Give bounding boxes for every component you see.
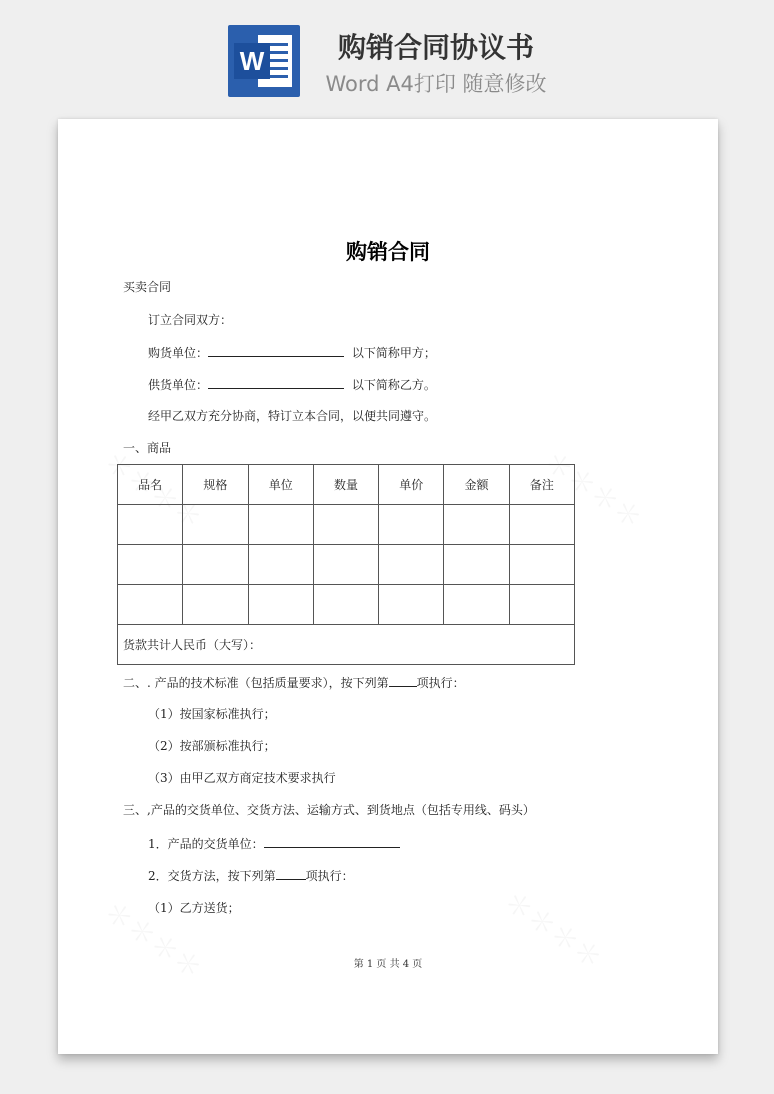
table-cell[interactable] bbox=[509, 585, 574, 625]
table-header-cell: 备注 bbox=[509, 465, 574, 505]
section3-item1 bbox=[148, 834, 400, 853]
buyer-suffix: 以下简称甲方； bbox=[351, 346, 436, 360]
table-cell[interactable] bbox=[509, 505, 574, 545]
table-total-row bbox=[118, 625, 575, 665]
buyer-name-field[interactable] bbox=[208, 343, 344, 357]
section2-item: （3）由甲乙双方商定技术要求执行 bbox=[148, 771, 336, 785]
section3-item1-label: 1．产品的交货单位： bbox=[148, 837, 264, 851]
document-page bbox=[58, 119, 718, 1054]
buyer-label: 购货单位： bbox=[148, 346, 209, 360]
word-letter-icon: W bbox=[234, 43, 270, 79]
goods-table bbox=[117, 464, 575, 665]
parties-intro: 订立合同双方： bbox=[148, 313, 233, 327]
seller-row bbox=[148, 375, 436, 394]
table-cell[interactable] bbox=[379, 505, 444, 545]
page-number: 第 1 页 共 4 页 bbox=[353, 959, 423, 970]
header-banner bbox=[0, 0, 774, 110]
banner-title: 购销合同协议书 bbox=[337, 31, 534, 64]
section2-item: （1）按国家标准执行； bbox=[148, 707, 276, 721]
table-cell[interactable] bbox=[313, 585, 378, 625]
delivery-option-field[interactable] bbox=[276, 866, 306, 880]
agreement-text: 经甲乙双方充分协商，特订立本合同，以便共同遵守。 bbox=[148, 409, 437, 423]
section3-item2-suffix: 项执行： bbox=[305, 869, 354, 883]
section2-prefix: 二、. 产品的技术标准（包括质量要求），按下列第 bbox=[123, 676, 389, 690]
table-row bbox=[118, 545, 575, 585]
table-cell[interactable] bbox=[248, 545, 313, 585]
section3-item2-prefix: 2．交货方法，按下列第 bbox=[148, 869, 276, 883]
table-header-cell: 单位 bbox=[248, 465, 313, 505]
section2-option-field[interactable] bbox=[389, 673, 417, 687]
section2-title bbox=[123, 673, 465, 692]
table-cell[interactable] bbox=[183, 505, 248, 545]
table-header-cell: 品名 bbox=[118, 465, 183, 505]
table-header-cell: 金额 bbox=[444, 465, 509, 505]
seller-name-field[interactable] bbox=[208, 375, 344, 389]
table-cell[interactable] bbox=[248, 585, 313, 625]
table-cell[interactable] bbox=[379, 545, 444, 585]
total-amount-label[interactable]: 货款共计人民币（大写）： bbox=[118, 625, 575, 665]
table-row bbox=[118, 585, 575, 625]
heading-line: 买卖合同 bbox=[123, 280, 172, 294]
table-cell[interactable] bbox=[313, 545, 378, 585]
delivery-unit-field[interactable] bbox=[264, 834, 400, 848]
table-cell[interactable] bbox=[444, 585, 509, 625]
section1-title: 一、商品 bbox=[123, 441, 172, 455]
table-cell[interactable] bbox=[248, 505, 313, 545]
buyer-row bbox=[148, 343, 436, 362]
table-cell[interactable] bbox=[444, 545, 509, 585]
banner-subtitle: Word A4打印 随意修改 bbox=[325, 72, 547, 96]
table-cell[interactable] bbox=[509, 545, 574, 585]
table-cell[interactable] bbox=[183, 545, 248, 585]
table-cell[interactable] bbox=[379, 585, 444, 625]
word-app-icon bbox=[228, 25, 300, 97]
section3-title: 三、,产品的交货单位、交货方法、运输方式、到货地点（包括专用线、码头） bbox=[123, 803, 535, 817]
table-cell[interactable] bbox=[118, 545, 183, 585]
seller-suffix: 以下简称乙方。 bbox=[351, 378, 436, 392]
seller-label: 供货单位： bbox=[148, 378, 209, 392]
table-cell[interactable] bbox=[444, 505, 509, 545]
document-title: 购销合同 bbox=[346, 240, 430, 264]
table-cell[interactable] bbox=[183, 585, 248, 625]
table-header-cell: 规格 bbox=[183, 465, 248, 505]
table-header-cell: 单价 bbox=[379, 465, 444, 505]
section2-item: （2）按部颁标准执行； bbox=[148, 739, 276, 753]
section3-item2 bbox=[148, 866, 354, 885]
table-cell[interactable] bbox=[313, 505, 378, 545]
table-cell[interactable] bbox=[118, 505, 183, 545]
section2-suffix: 项执行： bbox=[416, 676, 465, 690]
table-cell[interactable] bbox=[118, 585, 183, 625]
section3-subitem: （1）乙方送货； bbox=[148, 901, 240, 915]
table-header-row bbox=[118, 465, 575, 505]
table-row bbox=[118, 505, 575, 545]
table-header-cell: 数量 bbox=[313, 465, 378, 505]
